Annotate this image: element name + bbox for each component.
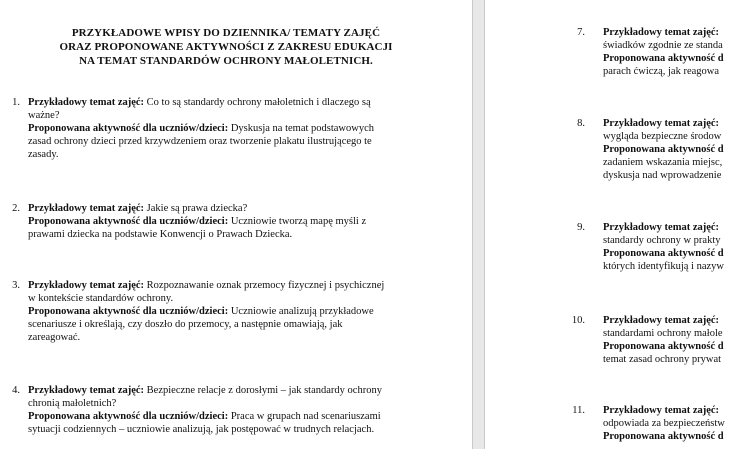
document-title (0, 26, 452, 68)
activity-text: sytuacji codziennych – uczniowie analizują, jak postępować w trudnych relacjach. (28, 424, 375, 435)
topic-text: w kontekście standardów ochrony. (28, 293, 174, 304)
activity-text: zasady. (28, 149, 59, 160)
activity-label: Proponowana aktywność dla uczniów/dzieci: (28, 306, 229, 317)
topic-text: wygląda bezpieczne środow (603, 131, 722, 142)
document-page-2 (485, 0, 730, 449)
item-number: 9. (577, 222, 585, 233)
item-number: 2. (12, 203, 20, 214)
topic-text: odpowiada za bezpieczeństw (603, 418, 725, 429)
activity-label: Proponowana aktywność dla uczniów/dzieci: (28, 123, 229, 134)
topic-text: Rozpoznawanie oznak przemocy fizycznej i psychicznej (146, 280, 385, 291)
topic-label: Przykładowy temat zajęć: (28, 385, 145, 396)
item-number: 3. (12, 280, 20, 291)
activity-label: Proponowana aktywność dla uczniów/dzieci: (28, 216, 229, 227)
item-number: 1. (12, 97, 20, 108)
topic-label: Przykładowy temat zajęć: (603, 118, 720, 129)
topic-text: Co to są standardy ochrony małoletnich i dlaczego są (146, 97, 371, 108)
topic-label: Przykładowy temat zajęć: (603, 405, 720, 416)
activity-text: Uczniowie analizują przykładowe (230, 306, 374, 317)
activity-text: Praca w grupach nad scenariuszami (230, 411, 381, 422)
activity-label: Proponowana aktywność d (603, 431, 724, 442)
topic-text: standardy ochrony w prakty (603, 235, 721, 246)
topic-label: Przykładowy temat zajęć: (28, 97, 145, 108)
activity-text: których identyfikują i nazyw (603, 261, 725, 272)
item-number: 7. (577, 27, 585, 38)
activity-text: parach ćwiczą, jak reagowa (603, 66, 720, 77)
item-number: 10. (571, 315, 585, 326)
topic-label: Przykładowy temat zajęć: (28, 203, 145, 214)
activity-label: Proponowana aktywność d (603, 248, 724, 259)
activity-text: zadaniem wskazania miejsc, (603, 157, 723, 168)
activity-label: Proponowana aktywność dla uczniów/dzieci: (28, 411, 229, 422)
page-border (472, 0, 473, 449)
topic-label: Przykładowy temat zajęć: (603, 222, 720, 233)
item-number: 11. (572, 405, 585, 416)
topic-text: chronią małoletnich? (28, 398, 117, 409)
title-line: ORAZ PROPONOWANE AKTYWNOŚCI Z ZAKRESU EDUKACJI (59, 41, 393, 53)
item-number: 4. (12, 385, 20, 396)
activity-text: zareagować. (28, 332, 81, 343)
activity-label: Proponowana aktywność d (603, 144, 724, 155)
activity-text: zasad ochrony dzieci przed krzywdzeniem oraz tworzenie plakatu ilustrującego te (28, 136, 372, 147)
topic-label: Przykładowy temat zajęć: (28, 280, 145, 291)
activity-text: temat zasad ochrony prywat (603, 354, 722, 365)
item-number: 8. (577, 118, 585, 129)
activity-label: Proponowana aktywność d (603, 53, 724, 64)
topic-label: Przykładowy temat zajęć: (603, 27, 720, 38)
title-line: NA TEMAT STANDARDÓW OCHRONY MAŁOLETNICH. (79, 55, 373, 67)
topic-text: ważne? (28, 110, 60, 121)
topic-label: Przykładowy temat zajęć: (603, 315, 720, 326)
topic-text: Jakie są prawa dziecka? (146, 203, 248, 214)
activity-text: scenariusze i określają, czy doszło do przemocy, a następnie omawiają, jak (28, 319, 343, 330)
topic-text: standardami ochrony małole (603, 328, 723, 339)
activity-text: Uczniowie tworzą mapę myśli z (230, 216, 367, 227)
activity-label: Proponowana aktywność d (603, 341, 724, 352)
topic-text: Bezpieczne relacje z dorosłymi – jak standardy ochrony (146, 385, 382, 396)
activity-text: prawami dziecka na podstawie Konwencji o Prawach Dziecka. (28, 229, 293, 240)
topic-text: świadków zgodnie ze standa (603, 40, 723, 51)
activity-text: dyskusja nad wprowadzenie (603, 170, 722, 181)
title-line: PRZYKŁADOWE WPISY DO DZIENNIKA/ TEMATY ZAJĘĆ (71, 27, 381, 39)
activity-text: Dyskusja na temat podstawowych (230, 123, 375, 134)
